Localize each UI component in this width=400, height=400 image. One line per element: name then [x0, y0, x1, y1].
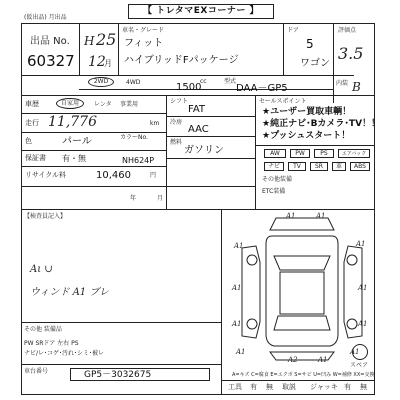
- year-era: H: [84, 34, 95, 48]
- divider: [118, 23, 119, 75]
- damage-legend: A=キズ C=腐食 E=エクボ S=サビ U=凹み W=補修 XX=交換: [232, 372, 375, 378]
- damage-mark: A1: [356, 240, 366, 248]
- divider: [21, 322, 221, 323]
- ac-label: 冷房: [170, 119, 183, 126]
- divider: [21, 166, 166, 167]
- mileage-label: 走行: [25, 119, 39, 127]
- divider: [166, 136, 255, 137]
- recycle-label: リサイクル料: [25, 171, 67, 179]
- equip-ps[interactable]: PS: [314, 149, 334, 158]
- interior-label: 内装: [336, 80, 349, 87]
- warranty-value: 有・無: [62, 154, 86, 163]
- sales-point-2: ★純正ナビ･Bカメラ･TV！！: [262, 119, 381, 129]
- recycle-year-unit: 年: [130, 195, 137, 202]
- score-value: 3.5: [338, 44, 364, 63]
- year-value: 25: [96, 30, 117, 49]
- damage-mark: A1: [358, 320, 368, 328]
- lot-number: 60327: [27, 52, 75, 70]
- damage-mark: A1: [236, 348, 246, 356]
- bottom-options-line: ナビ/レ･コゲ･汚れ･シミ･被レ: [24, 350, 105, 357]
- divider: [21, 186, 255, 187]
- divider: [221, 209, 222, 395]
- equip-pw[interactable]: PW: [290, 149, 310, 158]
- inspection-extra-line: その他 装備品: [24, 326, 62, 333]
- equipment-sub-label: その他装備: [262, 176, 293, 183]
- drive-4wd-option[interactable]: 4WD: [126, 79, 141, 86]
- equip-leather[interactable]: 革: [332, 162, 346, 171]
- history-selected[interactable]: 自家用: [56, 98, 84, 109]
- damage-mark: A1: [316, 212, 326, 220]
- divider: [166, 116, 255, 117]
- equip-sr[interactable]: SR: [310, 162, 328, 171]
- year-month: 12: [88, 54, 106, 70]
- inspection-note-2: ウィンド A1 ブレ: [30, 287, 109, 298]
- damage-mark: A1: [318, 356, 328, 364]
- model-label: 車名・グレード: [122, 27, 165, 34]
- top-small-note: (仮出品) 月出品: [24, 14, 67, 21]
- extra-tools: 工具: [228, 383, 242, 391]
- recycle-unit: 円: [150, 172, 157, 179]
- warranty-label: 保証書: [25, 154, 46, 162]
- fuel-value: ガソリン: [184, 145, 224, 156]
- mileage-unit: km: [150, 120, 160, 127]
- divider: [283, 23, 284, 75]
- color-code-label: カラーNo.: [120, 134, 148, 141]
- divider: [255, 95, 256, 209]
- damage-mark: A1: [232, 284, 242, 292]
- extra-tools-yes[interactable]: 有: [250, 383, 257, 391]
- divider: [21, 150, 166, 151]
- divider: [79, 23, 80, 75]
- chassis-label: 車台番号: [24, 368, 49, 375]
- engine-cc-unit: cc: [200, 78, 207, 85]
- extra-manual: 取説: [282, 383, 296, 391]
- year-month-unit: 月: [104, 59, 112, 68]
- doors-label: ドア: [287, 27, 299, 34]
- extra-jack-no[interactable]: 無: [360, 383, 367, 391]
- lot-label: 出品 No.: [30, 36, 70, 47]
- drive-2wd-option[interactable]: 2WD: [88, 77, 114, 87]
- divider: [255, 145, 375, 146]
- divider: [79, 89, 333, 90]
- spare-tire-icon: [352, 344, 368, 360]
- extra-jack-yes[interactable]: 有: [344, 383, 351, 391]
- inspection-label: 【検査員記入】: [24, 213, 67, 220]
- history-label: 車歴: [25, 100, 39, 108]
- history-option-business[interactable]: 事業用: [120, 101, 139, 108]
- shift-label: シフト: [170, 98, 189, 105]
- inspection-note-1: Aι ∪: [30, 264, 53, 275]
- damage-mark: A1: [286, 212, 296, 220]
- recycle-month-unit: 月: [157, 195, 164, 202]
- engine-cc: 1500: [176, 82, 202, 93]
- mileage-value: 11,776: [48, 114, 97, 130]
- sales-point-3: ★プッシュスタート！: [262, 131, 351, 141]
- damage-mark: A1: [232, 320, 242, 328]
- body-type: ワゴン: [300, 58, 330, 69]
- ac-value: AAC: [188, 124, 209, 135]
- divider: [21, 209, 375, 210]
- equip-navi[interactable]: ナビ: [264, 162, 284, 171]
- equip-abs[interactable]: ABS: [350, 162, 370, 171]
- equipment-tail: ETC装備: [262, 188, 286, 195]
- sales-point-1: ★ユーザー買取車輌！: [262, 107, 352, 117]
- spare-label: スペア: [350, 362, 369, 369]
- divider: [21, 95, 375, 96]
- divider: [221, 380, 375, 381]
- engine-type: DAA－GP5: [236, 83, 288, 94]
- history-option-rental[interactable]: レンタ: [94, 101, 112, 108]
- score-label: 評価点: [338, 27, 357, 34]
- equip-aw[interactable]: AW: [264, 149, 286, 158]
- color-label: 色: [25, 137, 32, 145]
- damage-mark: A2: [288, 356, 298, 364]
- extra-tools-no[interactable]: 無: [266, 383, 273, 391]
- header-banner: 【 トレタマEXコーナー 】: [128, 4, 274, 19]
- divider: [333, 23, 334, 103]
- color-value: パール: [62, 136, 92, 147]
- equip-airbag[interactable]: エアバック: [338, 149, 370, 158]
- damage-mark: A1: [234, 242, 244, 250]
- bottom-options-label: PW SRドア 左右 PS: [24, 340, 79, 347]
- doors-value: 5: [306, 37, 314, 51]
- damage-mark: A1: [350, 348, 360, 356]
- divider: [166, 158, 255, 159]
- model-grade: ハイブリッドFパッケージ: [124, 55, 239, 66]
- color-code: NH624P: [122, 156, 155, 165]
- equip-tv[interactable]: TV: [288, 162, 306, 171]
- car-outline-svg: [232, 212, 372, 370]
- divider: [166, 95, 167, 209]
- divider: [21, 132, 166, 133]
- damage-mark: A1: [358, 284, 368, 292]
- shift-value: FAT: [188, 104, 206, 115]
- interior-value: B: [352, 80, 361, 94]
- sales-points-label: セールスポイント: [259, 98, 307, 105]
- recycle-value: 10,460: [96, 170, 131, 181]
- fuel-label: 燃料: [170, 139, 183, 146]
- divider: [21, 75, 354, 76]
- divider: [21, 364, 221, 365]
- model-name: フィット: [124, 38, 164, 49]
- extra-jack: ジャッキ: [310, 383, 338, 391]
- car-damage-diagram: [232, 212, 372, 370]
- chassis-value: GP5－3032675: [84, 370, 152, 380]
- engine-type-label: 型式: [224, 78, 237, 85]
